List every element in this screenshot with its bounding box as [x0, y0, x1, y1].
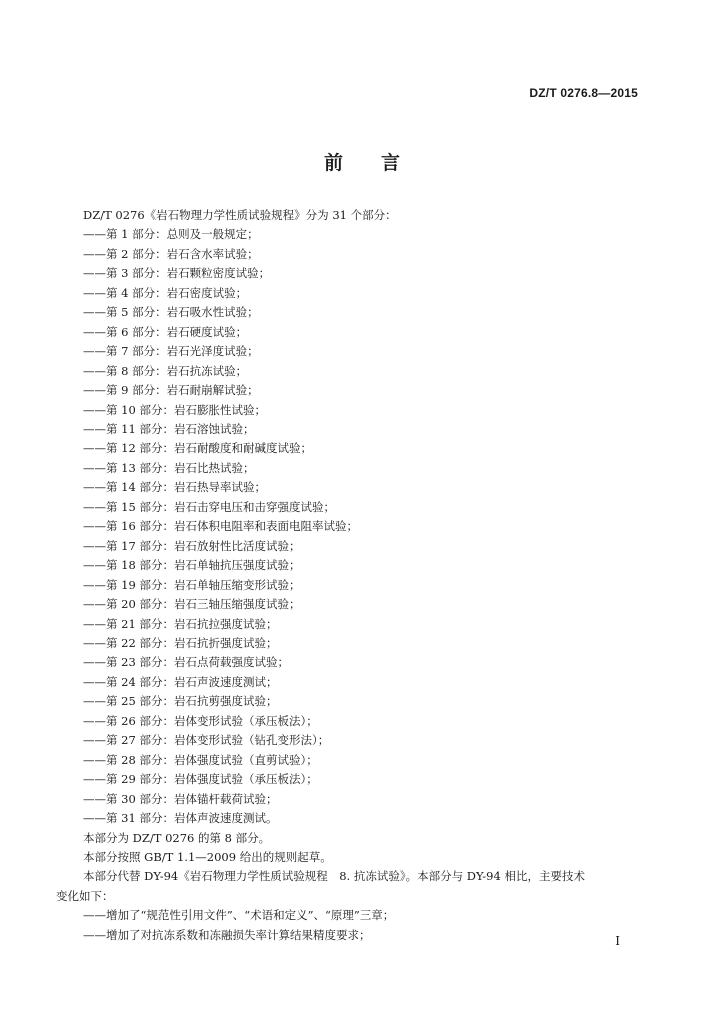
list-item: ——第 22 部分：岩石抗折强度试验； [83, 635, 278, 650]
parts-list [56, 225, 642, 828]
paragraph-drafting-rules: 本部分按照 GB/T 1.1—2009 给出的规则起草。 [83, 849, 332, 864]
list-item: ——第 25 部分：岩石抗剪强度试验； [83, 694, 278, 709]
list-item: ——第 10 部分：岩石膨胀性试验； [83, 402, 266, 417]
intro-paragraph: DZ/T 0276《岩石物理力学性质试验规程》分为 31 个部分： [83, 208, 397, 222]
list-item: ——第 31 部分：岩体声波速度测试。 [83, 811, 278, 826]
list-item: ——第 2 部分：岩石含水率试验； [83, 246, 259, 261]
list-item: ——第 18 部分：岩石单轴抗压强度试验； [83, 558, 301, 573]
list-item: ——第 21 部分：岩石抗拉强度试验； [83, 616, 278, 631]
list-item: ——第 29 部分：岩体强度试验（承压板法）； [83, 772, 318, 787]
list-item: ——第 26 部分：岩体变形试验（承压板法）； [83, 713, 318, 728]
list-item: ——第 11 部分：岩石溶蚀试验； [83, 421, 255, 436]
list-item: ——第 8 部分：岩石抗冻试验； [83, 363, 248, 378]
list-item: ——第 9 部分：岩石耐崩解试验； [83, 383, 259, 398]
list-item: ——第 12 部分：岩石耐酸度和耐碱度试验； [83, 441, 312, 456]
list-item: ——第 19 部分：岩石单轴压缩变形试验； [83, 577, 301, 592]
paragraph-replacement-continued: 变化如下： [56, 888, 114, 903]
paragraph-replacement: 本部分代替 DY-94《岩石物理力学性质试验规程 8. 抗冻试验》。本部分与 DY-94 相比，主要技术 [83, 869, 585, 884]
list-item: ——第 16 部分：岩石体积电阻率和表面电阻率试验； [83, 519, 358, 534]
list-item: ——第 23 部分：岩石点荷载强度试验； [83, 655, 289, 670]
list-item: ——第 24 部分：岩石声波速度测试； [83, 674, 278, 689]
list-item: ——第 30 部分：岩体锚杆载荷试验； [83, 791, 278, 806]
list-item: ——第 14 部分：岩石热导率试验； [83, 480, 266, 495]
page-title: 前言 [323, 152, 438, 174]
page-body [56, 206, 642, 945]
list-item: ——第 17 部分：岩石放射性比活度试验； [83, 538, 301, 553]
list-item: ——增加了对抗冻系数和冻融损失率计算结果精度要求； [83, 927, 371, 942]
changes-list [56, 906, 642, 945]
list-item: ——第 28 部分：岩体强度试验（直剪试验）； [83, 752, 318, 767]
list-item: ——第 6 部分：岩石硬度试验； [83, 324, 248, 339]
list-item: ——第 15 部分：岩石击穿电压和击穿强度试验； [83, 499, 335, 514]
list-item: ——第 13 部分：岩石比热试验； [83, 460, 255, 475]
list-item: ——第 1 部分：总则及一般规定； [83, 227, 259, 242]
list-item: ——第 3 部分：岩石颗粒密度试验； [83, 266, 271, 281]
list-item: ——第 7 部分：岩石光泽度试验； [83, 344, 259, 359]
list-item: ——第 5 部分：岩石吸水性试验； [83, 305, 259, 320]
list-item: ——第 20 部分：岩石三轴压缩强度试验； [83, 597, 301, 612]
document-code: DZ/T 0276.8—2015 [529, 86, 638, 100]
list-item: ——第 27 部分：岩体变形试验（钻孔变形法）； [83, 733, 330, 748]
list-item: ——第 4 部分：岩石密度试验； [83, 285, 248, 300]
page-number: I [615, 934, 620, 948]
paragraph-scope: 本部分为 DZ/T 0276 的第 8 部分。 [83, 830, 271, 845]
list-item: ——增加了“规范性引用文件”、“术语和定义”、“原理”三章； [83, 908, 395, 923]
